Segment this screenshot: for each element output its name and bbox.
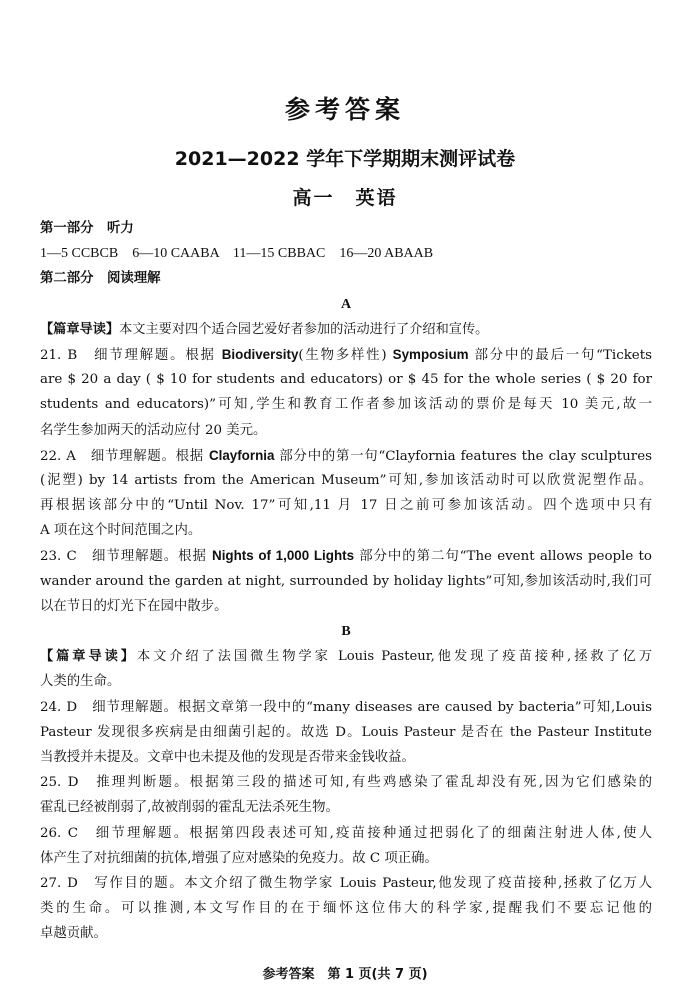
q22-text: 部分中的第一句“Clayfornia features the clay sculptures xyxy=(274,448,652,464)
q21-text: 21. B 细节理解题。根据 xyxy=(40,347,222,363)
keyword: Nights of 1,000 Lights xyxy=(212,548,355,564)
q27-line-1: 27. D 写作目的题。本文介绍了微生物学家 Louis Pasteur,他发现了疫苗接种,拯救了亿万人 xyxy=(40,875,652,891)
keyword: Biodiversity xyxy=(221,346,299,362)
section-b-guide xyxy=(40,644,652,669)
part1-heading: 第一部分 听力 xyxy=(40,221,134,236)
answer-content xyxy=(40,216,652,946)
q27-line-2: 类的生命。可以推测,本文写作目的在于缅怀这位伟大的科学家,提醒我们不要忘记他的 xyxy=(40,901,652,917)
q21-line-1 xyxy=(40,342,652,367)
q21-line-3: students and educators)”可知,学生和教育工作者参加该活动的票价是每天 10 美元,故一 xyxy=(40,397,652,413)
guide-text: 本文主要对四个适合园艺爱好者参加的活动进行了介绍和宣传。 xyxy=(119,321,489,337)
q22-line-1 xyxy=(40,443,652,468)
q22-line-3: 再根据该部分中的“Until Nov. 17”可知,11 月 17 日之前可参加该活动。四个选项中只有 xyxy=(40,498,652,514)
q22-line-2: (泥塑) by 14 artists from the American Museum”可知,参加该活动时可以欣赏泥塑作品。 xyxy=(40,472,652,488)
section-a-guide xyxy=(40,317,652,342)
q24-line-3: 当教授并未提及。文章中也未提及他的发现是否带来金钱收益。 xyxy=(40,749,415,765)
q21-text: (生物多样性) xyxy=(298,347,393,363)
q24-line-1: 24. D 细节理解题。根据文章第一段中的“many diseases are caused by bacteria”可知,Louis xyxy=(40,699,652,715)
keyword: Symposium xyxy=(392,346,469,362)
q26-line-2: 体产生了对抗细菌的抗体,增强了应对感染的免疫力。故 C 项正确。 xyxy=(40,850,438,866)
q22-text: 22. A 细节理解题。根据 xyxy=(40,448,209,464)
part2-heading: 第二部分 阅读理解 xyxy=(40,271,161,287)
q23-line-3: 以在节日的灯光下在园中散步。 xyxy=(40,598,228,614)
section-b-label: B xyxy=(341,624,351,639)
q23-text: 部分中的第二句“The event allows people to xyxy=(354,549,652,565)
q21-line-2: are $ 20 a day ( $ 10 for students and educators) or $ 45 for the whole series ( $ 20 for xyxy=(40,372,652,388)
q23-text: 23. C 细节理解题。根据 xyxy=(40,549,213,565)
q23-line-1 xyxy=(40,543,652,568)
q23-line-2: wander around the garden at night, surrounded by holiday lights”可知,参加该活动时,我们可 xyxy=(40,573,652,589)
page-title: 参考答案 xyxy=(284,95,405,124)
exam-title: 2021—2022 学年下学期期末测评试卷 xyxy=(174,148,516,170)
guide-label: 【篇章导读】 xyxy=(40,649,137,665)
q25-line-1: 25. D 推理判断题。根据第三段的描述可知,有些鸡感染了霍乱却没有死,因为它们感染的 xyxy=(40,775,652,791)
q22-line-4: A 项在这个时间范围之内。 xyxy=(40,523,202,539)
q21-line-4: 名学生参加两天的活动应付 20 美元。 xyxy=(40,422,267,438)
keyword: Clayfornia xyxy=(208,447,275,463)
grade-subject: 高一 英语 xyxy=(292,187,398,209)
q27-line-3: 卓越贡献。 xyxy=(40,926,107,942)
section-b-guide-line-2: 人类的生命。 xyxy=(40,674,121,690)
q21-text: 部分中的最后一句“Tickets xyxy=(468,347,652,363)
section-a-label: A xyxy=(340,296,352,312)
guide-label: 【篇章导读】 xyxy=(40,321,120,337)
q24-line-2: Pasteur 发现很多疾病是由细菌引起的。故选 D。Louis Pasteur 是否在 the Pasteur Institute xyxy=(40,724,652,740)
page-footer: 参考答案 第 1 页(共 7 页) xyxy=(262,967,428,982)
guide-text: 本文介绍了法国微生物学家 Louis Pasteur,他发现了疫苗接种,拯救了亿万 xyxy=(136,649,652,665)
q26-line-1: 26. C 细节理解题。根据第四段表述可知,疫苗接种通过把弱化了的细菌注射进人体,使人 xyxy=(40,825,652,841)
listening-answers: 1—5 CCBCB 6—10 CAABA 11—15 CBBAC 16—20 ABAAB xyxy=(40,246,434,262)
q25-line-2: 霍乱已经被削弱了,故被削弱的霍乱无法杀死生物。 xyxy=(40,800,339,816)
